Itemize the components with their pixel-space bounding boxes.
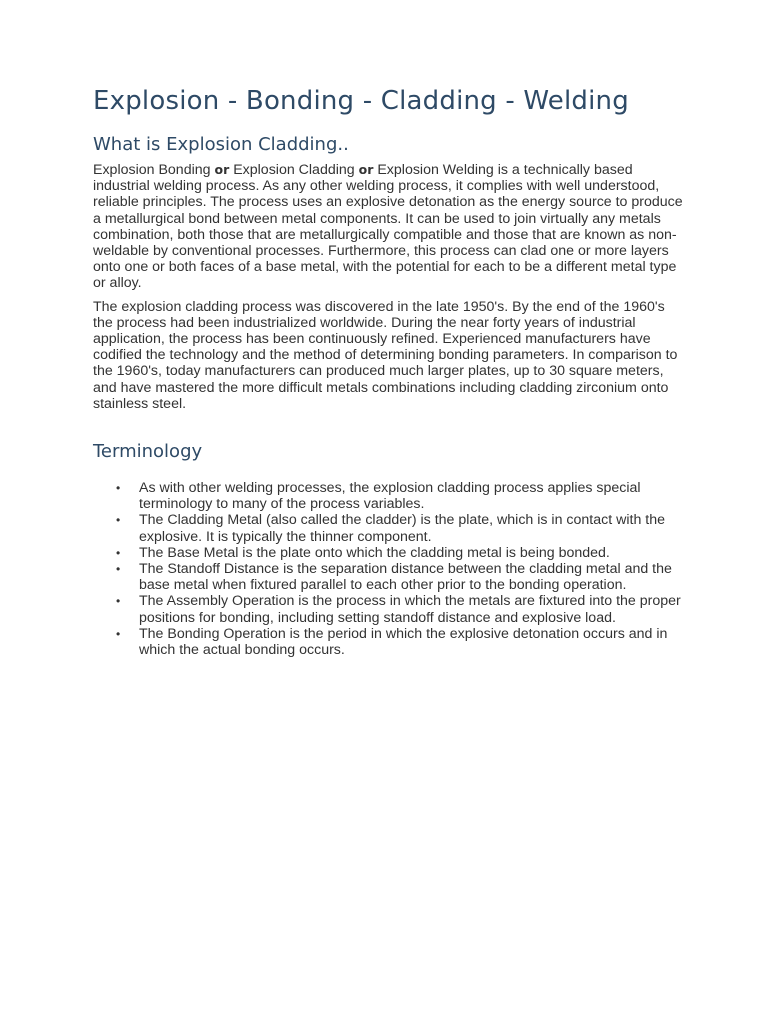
bullet-icon: • [116,481,121,496]
bullet-icon: • [116,594,121,609]
document-page [93,84,683,658]
document-title: Explosion - Bonding - Cladding - Welding [93,86,629,116]
bullet-icon: • [116,626,121,641]
conjunction-or: or [358,162,374,177]
bullet-icon: • [116,545,121,560]
terminology-list [93,480,683,658]
paragraph-definition [93,162,683,292]
bullet-icon: • [116,513,121,528]
list-item-text: The Bonding Operation is the period in which the explosive detonation occurs and in which the actual bonding occurs. [139,625,668,659]
list-item [116,561,683,594]
text-explosion-cladding: Explosion Cladding [233,162,355,178]
text-explosion-bonding: Explosion Bonding [93,162,211,178]
list-item [116,480,683,513]
bullet-icon: • [116,562,121,577]
text-explosion-welding-description: Explosion Welding is a technically based industrial welding process. As any other welding process, it complies with well understood, reliable principles. The process uses an explosive detonation as the energy source to produce a metallurgical bond between metal components. It can be used to join virtually any metals combination, both those that are metallurgically compatible and those that are known as non-weldable by conventional processes. Furthermore, this process can clad one or more layers onto one or both faces of a base metal, with the potential for each to be a different metal type or alloy. [93,162,683,292]
list-item [116,512,683,545]
list-item-text: The Base Metal is the plate onto which the cladding metal is being bonded. [139,544,610,561]
list-item-text: The Assembly Operation is the process in which the metals are fixtured into the proper positions for bonding, including setting standoff distance and explosive load. [139,593,681,626]
list-item-text: As with other welding processes, the explosion cladding process applies special terminology to many of the process variables. [139,480,641,513]
section-heading-terminology: Terminology [93,441,203,463]
conjunction-or: or [214,162,230,177]
paragraph-history: The explosion cladding process was discovered in the late 1950's. By the end of the 1960's the process had been industrialized worldwide. During the near forty years of industrial application, the process has been continuously refined. Experienced manufacturers have codified the technology and the method of determining bonding parameters. In comparison to the 1960's, today manufacturers can produced much larger plates, up to 30 square meters, and have mastered the more difficult metals combinations including cladding zirconium onto stainless steel. [93,298,678,412]
list-item [116,625,683,659]
list-item-text: The Cladding Metal (also called the cladder) is the plate, which is in contact with the explosive. It is typically the thinner component. [139,512,665,545]
list-item [116,593,683,626]
section-heading-explosion-cladding: What is Explosion Cladding.. [93,134,349,155]
list-item-text: The Standoff Distance is the separation distance between the cladding metal and the base metal when fixtured parallel to each other prior to the bonding operation. [139,561,672,594]
list-item [116,544,683,561]
